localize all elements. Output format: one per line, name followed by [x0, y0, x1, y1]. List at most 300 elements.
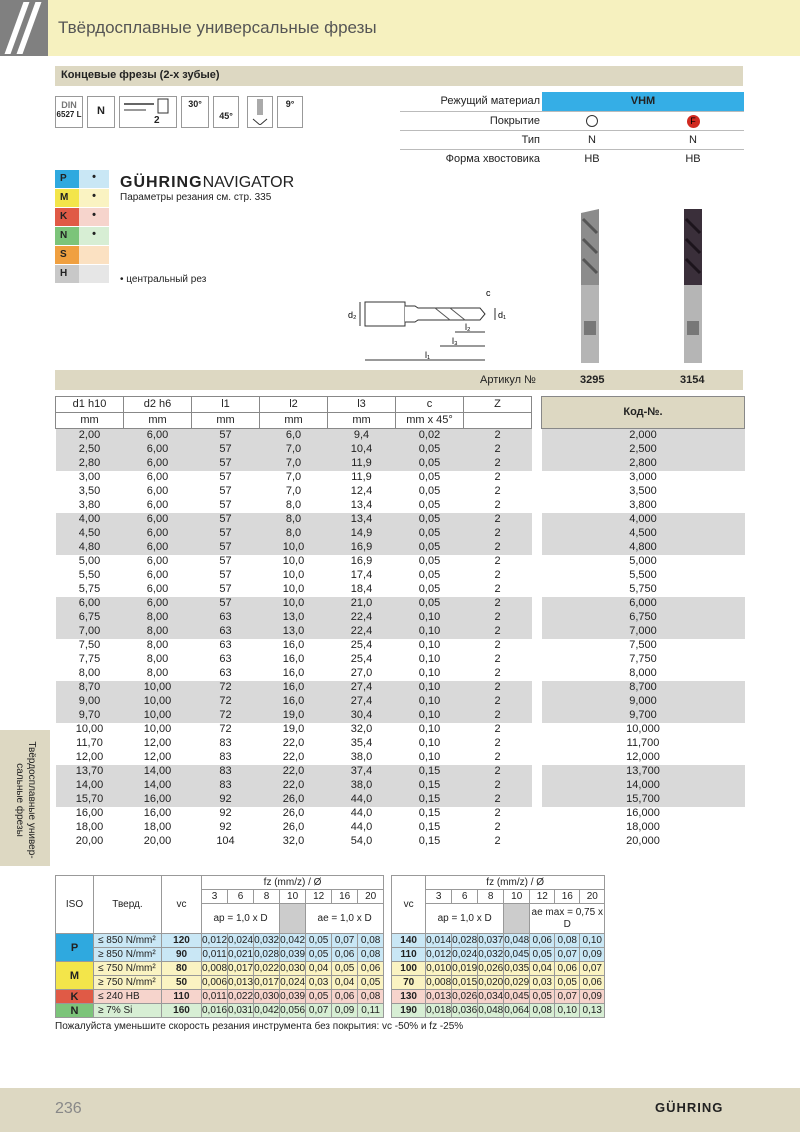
- table-cell: 0,15: [396, 821, 464, 835]
- table-cell: 7,0: [260, 471, 328, 485]
- fz-cell: 0,017: [254, 976, 280, 988]
- table-cell: 16,00: [56, 807, 124, 821]
- fz-cell: 0,05: [306, 990, 332, 1004]
- table-cell: 2: [464, 569, 532, 583]
- table-cell: 0,10: [396, 639, 464, 653]
- cutting-row: [56, 1004, 605, 1018]
- iso-cell: P: [56, 934, 94, 962]
- fz-cell: 0,05: [530, 948, 555, 962]
- table-cell: 5,00: [56, 555, 124, 569]
- table-cell: 57: [192, 527, 260, 541]
- diameter-cell: 8: [478, 890, 504, 904]
- hardness-cell: ≥ 750 N/mm²: [94, 976, 162, 990]
- code-cell: 7,750: [542, 653, 745, 667]
- table-cell: 0,15: [396, 765, 464, 779]
- fz-cell: 0,05: [530, 990, 555, 1004]
- cutting-row: [56, 976, 605, 990]
- fz-cell: 0,008: [202, 962, 228, 974]
- fz-cell: 0,029: [504, 976, 530, 988]
- table-cell: 6,00: [124, 513, 192, 527]
- central-cut-note: • центральный рез: [120, 274, 207, 285]
- table-cell: 13,4: [328, 499, 396, 513]
- table-cell: 16,9: [328, 541, 396, 555]
- cutting-data-table: [55, 875, 605, 1018]
- table-cell: 57: [192, 569, 260, 583]
- table-row: [56, 457, 745, 471]
- table-cell: 6,00: [124, 555, 192, 569]
- table-cell: 13,70: [56, 765, 124, 779]
- spacer-cell: [532, 835, 542, 849]
- table-cell: 57: [192, 513, 260, 527]
- table-cell: 57: [192, 583, 260, 597]
- table-cell: 83: [192, 779, 260, 793]
- table-cell: 2: [464, 583, 532, 597]
- spacer-cell: [384, 976, 392, 990]
- spacer-cell: [532, 667, 542, 681]
- code-cell: 9,700: [542, 709, 745, 723]
- tool-photo-uncoated: [575, 205, 605, 365]
- table-cell: 8,0: [260, 499, 328, 513]
- table-row: [56, 513, 745, 527]
- table-cell: 10,00: [124, 681, 192, 695]
- fz-cell: 0,04: [306, 962, 332, 976]
- table-cell: 5,75: [56, 583, 124, 597]
- table-cell: 6,00: [124, 527, 192, 541]
- table-cell: 10,00: [124, 709, 192, 723]
- fz-cell: 0,04: [332, 976, 358, 990]
- fz-cell: 0,020: [478, 976, 504, 988]
- fz-cell: 0,022: [228, 990, 254, 1002]
- table-cell: 72: [192, 709, 260, 723]
- table-cell: 0,10: [396, 611, 464, 625]
- table-cell: 63: [192, 667, 260, 681]
- l1-label: l₁: [425, 350, 431, 360]
- table-cell: 14,00: [124, 765, 192, 779]
- table-cell: 6,00: [124, 569, 192, 583]
- fz-cell: 0,056: [280, 1004, 306, 1016]
- hardness-cell: ≥ 7% Si: [94, 1004, 162, 1018]
- cutting-profile-icon: [120, 97, 176, 117]
- vc-cell: 160: [162, 1004, 202, 1018]
- fz-cell: 0,06: [555, 962, 580, 976]
- table-cell: 15,70: [56, 793, 124, 807]
- spacer-cell: [532, 457, 542, 471]
- table-cell: 4,50: [56, 527, 124, 541]
- fz-cell: 0,008: [426, 976, 452, 988]
- vc-header: vc: [162, 876, 202, 934]
- hardness-cell: ≤ 750 N/mm²: [94, 962, 162, 976]
- table-cell: 8,0: [260, 513, 328, 527]
- table-cell: 6,00: [56, 597, 124, 611]
- diameter-cell: 10: [504, 890, 530, 904]
- fz-cell: 0,039: [280, 948, 306, 960]
- code-cell: 14,000: [542, 779, 745, 793]
- vc-cell: 80: [162, 962, 202, 976]
- table-cell: 11,70: [56, 737, 124, 751]
- fz-cell: 0,019: [452, 962, 478, 974]
- code-cell: 20,000: [542, 835, 745, 849]
- table-cell: 22,4: [328, 611, 396, 625]
- iso-group-k: K •: [55, 208, 109, 226]
- table-cell: 0,05: [396, 457, 464, 471]
- table-cell: 2: [464, 751, 532, 765]
- code-cell: 3,500: [542, 485, 745, 499]
- fz-cell: 0,045: [504, 948, 530, 960]
- diameter-cell: 12: [530, 890, 555, 904]
- code-cell: 4,000: [542, 513, 745, 527]
- page-title: Твёрдосплавные универсальные фрезы: [58, 18, 377, 37]
- diameter-cell: 6: [228, 890, 254, 904]
- table-row: [56, 737, 745, 751]
- table-cell: 17,4: [328, 569, 396, 583]
- column-header: d2 h6: [124, 397, 192, 413]
- fz-cell: 0,028: [254, 948, 280, 960]
- table-cell: 2,00: [56, 429, 124, 443]
- table-cell: 2: [464, 779, 532, 793]
- fz-cell: 0,08: [358, 934, 384, 948]
- table-cell: 22,0: [260, 779, 328, 793]
- coating-note: Пожалуйста уменьшите скорость резания инструмента без покрытия: vc -50% и fz -25%: [55, 1021, 464, 1032]
- spacer-cell: [532, 807, 542, 821]
- fz-cell: 0,013: [426, 990, 452, 1002]
- unit-cell: mm: [124, 413, 192, 429]
- article-3154: 3154: [680, 374, 705, 386]
- table-cell: 63: [192, 653, 260, 667]
- table-cell: 7,0: [260, 457, 328, 471]
- ae-left: ae = 1,0 x D: [306, 904, 384, 934]
- din-icon: DIN 6527 L: [55, 96, 83, 128]
- table-cell: 12,00: [124, 737, 192, 751]
- spacer-cell: [532, 779, 542, 793]
- table-cell: 44,0: [328, 793, 396, 807]
- table-row: [56, 695, 745, 709]
- table-cell: 63: [192, 639, 260, 653]
- table-cell: 2: [464, 429, 532, 443]
- fz-cell: 0,05: [332, 962, 358, 976]
- fz-cell: 0,07: [580, 962, 605, 976]
- spacer-cell: [532, 709, 542, 723]
- diameter-cell: 20: [580, 890, 605, 904]
- spacer-cell: [384, 934, 392, 948]
- table-cell: 57: [192, 457, 260, 471]
- spacer-cell: [532, 583, 542, 597]
- fz-cell: 0,031: [228, 1004, 254, 1016]
- diameter-cell: 10: [280, 890, 306, 904]
- fz-cell: 0,006: [202, 976, 228, 988]
- table-cell: 22,0: [260, 765, 328, 779]
- table-cell: 72: [192, 723, 260, 737]
- table-cell: 7,00: [56, 625, 124, 639]
- table-cell: 10,0: [260, 569, 328, 583]
- ae-right: ae max = 0,75 x D: [530, 904, 605, 934]
- table-cell: 20,00: [56, 835, 124, 849]
- table-cell: 32,0: [328, 723, 396, 737]
- iso-group-m: M •: [55, 189, 109, 207]
- table-cell: 9,70: [56, 709, 124, 723]
- footer-brand: GÜHRING: [655, 1100, 724, 1115]
- spacer-cell: [532, 695, 542, 709]
- table-cell: 12,00: [56, 751, 124, 765]
- table-row: [56, 793, 745, 807]
- table-cell: 3,50: [56, 485, 124, 499]
- table-cell: 26,0: [260, 793, 328, 807]
- vc-header: vc: [392, 876, 426, 934]
- table-cell: 27,4: [328, 695, 396, 709]
- table-row: [56, 835, 745, 849]
- table-cell: 8,00: [124, 653, 192, 667]
- fz-cell: 0,030: [254, 990, 280, 1002]
- code-cell: 2,800: [542, 457, 745, 471]
- l2-label: l₂: [465, 322, 471, 332]
- table-cell: 16,00: [124, 807, 192, 821]
- table-cell: 2: [464, 639, 532, 653]
- table-cell: 25,4: [328, 639, 396, 653]
- cutting-row: [56, 962, 605, 976]
- fz-cell: 0,012: [202, 934, 228, 946]
- fz-cell: 0,048: [478, 1004, 504, 1016]
- spacer-cell: [532, 597, 542, 611]
- table-cell: 8,00: [124, 625, 192, 639]
- unit-cell: mm: [192, 413, 260, 429]
- table-cell: 57: [192, 429, 260, 443]
- table-cell: 92: [192, 793, 260, 807]
- table-cell: 2: [464, 513, 532, 527]
- table-cell: 0,05: [396, 471, 464, 485]
- column-header: l1: [192, 397, 260, 413]
- table-cell: 83: [192, 737, 260, 751]
- table-cell: 0,15: [396, 807, 464, 821]
- table-cell: 2: [464, 611, 532, 625]
- table-cell: 0,05: [396, 499, 464, 513]
- fz-cell: 0,09: [580, 990, 605, 1004]
- table-cell: 57: [192, 499, 260, 513]
- table-row: [56, 527, 745, 541]
- ap-left: ap = 1,0 x D: [202, 904, 280, 934]
- fz-cell: 0,07: [555, 948, 580, 962]
- table-cell: 0,15: [396, 793, 464, 807]
- table-cell: 9,4: [328, 429, 396, 443]
- spacer-cell: [532, 541, 542, 555]
- diameter-cell: 3: [426, 890, 452, 904]
- table-cell: 10,00: [124, 695, 192, 709]
- fz-cell: 0,03: [306, 976, 332, 990]
- type-n-icon: N: [87, 96, 115, 128]
- fz-cell: 0,06: [332, 948, 358, 962]
- spacer-cell: [532, 611, 542, 625]
- slot-icon: [280, 904, 306, 934]
- table-cell: 0,10: [396, 709, 464, 723]
- table-cell: 6,00: [124, 485, 192, 499]
- fz-cell: 0,06: [358, 962, 384, 976]
- table-cell: 25,4: [328, 653, 396, 667]
- table-cell: 14,00: [56, 779, 124, 793]
- table-cell: 2,80: [56, 457, 124, 471]
- table-cell: 72: [192, 695, 260, 709]
- cutting-row: [56, 990, 605, 1004]
- column-header: c: [396, 397, 464, 413]
- d2-label: d₂: [348, 310, 357, 320]
- tool-dimension-drawing: [340, 284, 510, 364]
- fz-cell: 0,024: [228, 934, 254, 946]
- table-cell: 7,75: [56, 653, 124, 667]
- diameter-cell: 16: [332, 890, 358, 904]
- hardness-cell: ≥ 850 N/mm²: [94, 948, 162, 962]
- table-row: [56, 681, 745, 695]
- flutes-icon: 2: [119, 96, 177, 128]
- vc-cell: 70: [392, 976, 426, 990]
- table-cell: 2: [464, 667, 532, 681]
- fz-cell: 0,048: [504, 934, 530, 946]
- spacer-cell: [532, 639, 542, 653]
- iso-group-n: N •: [55, 227, 109, 245]
- table-cell: 0,10: [396, 653, 464, 667]
- side-tab: Твёрдосплавные универ- сальные фрезы: [0, 730, 50, 866]
- table-cell: 19,0: [260, 723, 328, 737]
- vc-cell: 110: [392, 948, 426, 962]
- table-row: [56, 709, 745, 723]
- table-row: [56, 807, 745, 821]
- ap-right: ap = 1,0 x D: [426, 904, 504, 934]
- table-cell: 35,4: [328, 737, 396, 751]
- table-cell: 19,0: [260, 709, 328, 723]
- navigator-logo: GÜHRINGNAVIGATOR: [120, 174, 295, 191]
- table-row: [56, 471, 745, 485]
- iso-cell: K: [56, 990, 94, 1004]
- l3-label: l₃: [452, 336, 458, 346]
- table-cell: 16,0: [260, 681, 328, 695]
- table-row: [56, 541, 745, 555]
- spacer-cell: [532, 413, 542, 429]
- table-cell: 7,0: [260, 485, 328, 499]
- spacer-cell: [532, 653, 542, 667]
- column-header: l2: [260, 397, 328, 413]
- code-cell: 5,000: [542, 555, 745, 569]
- table-cell: 10,0: [260, 555, 328, 569]
- table-cell: 5,50: [56, 569, 124, 583]
- fz-cell: 0,07: [306, 1004, 332, 1018]
- table-row: [56, 653, 745, 667]
- dimensions-table: [55, 396, 745, 849]
- fz-cell: 0,012: [426, 948, 452, 960]
- header-bar: [0, 0, 800, 56]
- diameter-cell: 3: [202, 890, 228, 904]
- table-cell: 8,00: [56, 667, 124, 681]
- spacer-cell: [532, 625, 542, 639]
- cutting-row: [56, 948, 605, 962]
- column-header: l3: [328, 397, 396, 413]
- table-cell: 8,00: [124, 639, 192, 653]
- fz-cell: 0,05: [555, 976, 580, 990]
- code-cell: 6,000: [542, 597, 745, 611]
- fz-cell: 0,016: [202, 1004, 228, 1016]
- code-cell: 13,700: [542, 765, 745, 779]
- spacer-cell: [532, 821, 542, 835]
- table-cell: 57: [192, 555, 260, 569]
- table-cell: 37,4: [328, 765, 396, 779]
- table-cell: 0,05: [396, 569, 464, 583]
- iso-cell: N: [56, 1004, 94, 1018]
- hardness-header: Тверд.: [94, 876, 162, 934]
- table-cell: 16,0: [260, 695, 328, 709]
- table-cell: 57: [192, 597, 260, 611]
- code-cell: 16,000: [542, 807, 745, 821]
- table-cell: 2: [464, 471, 532, 485]
- table-cell: 2: [464, 709, 532, 723]
- table-row: [56, 639, 745, 653]
- table-cell: 83: [192, 751, 260, 765]
- spacer-cell: [384, 1004, 392, 1018]
- table-cell: 18,00: [56, 821, 124, 835]
- table-cell: 2: [464, 653, 532, 667]
- spacer-cell: [532, 499, 542, 513]
- article-label: Артикул №: [480, 374, 536, 386]
- iso-group-p: P •: [55, 170, 109, 188]
- diameter-cell: 12: [306, 890, 332, 904]
- table-cell: 16,0: [260, 639, 328, 653]
- table-cell: 27,0: [328, 667, 396, 681]
- spacer-cell: [532, 527, 542, 541]
- table-cell: 3,00: [56, 471, 124, 485]
- fz-cell: 0,021: [228, 948, 254, 960]
- table-cell: 63: [192, 625, 260, 639]
- fz-cell: 0,024: [280, 976, 306, 988]
- spacer-cell: [384, 890, 392, 904]
- fz-cell: 0,022: [254, 962, 280, 974]
- section-title: Концевые фрезы (2-х зубые): [61, 69, 220, 81]
- vc-cell: 120: [162, 934, 202, 948]
- table-cell: 16,0: [260, 653, 328, 667]
- fz-cell: 0,10: [555, 1004, 580, 1018]
- table-cell: 13,0: [260, 611, 328, 625]
- spacer-cell: [532, 723, 542, 737]
- table-cell: 6,00: [124, 471, 192, 485]
- code-cell: 2,000: [542, 429, 745, 443]
- hardness-cell: ≤ 240 HB: [94, 990, 162, 1004]
- vc-cell: 110: [162, 990, 202, 1004]
- code-cell: 5,500: [542, 569, 745, 583]
- table-cell: 3,80: [56, 499, 124, 513]
- code-cell: 15,700: [542, 793, 745, 807]
- column-header: Z: [464, 397, 532, 413]
- table-cell: 8,70: [56, 681, 124, 695]
- vc-cell: 130: [392, 990, 426, 1004]
- table-cell: 2: [464, 835, 532, 849]
- table-cell: 8,00: [124, 667, 192, 681]
- table-cell: 57: [192, 485, 260, 499]
- fz-cell: 0,05: [306, 934, 332, 948]
- table-cell: 6,00: [124, 429, 192, 443]
- table-cell: 92: [192, 821, 260, 835]
- table-cell: 92: [192, 807, 260, 821]
- fz-cell: 0,13: [580, 1004, 605, 1018]
- spacer-cell: [532, 737, 542, 751]
- fz-cell: 0,018: [426, 1004, 452, 1016]
- chamfer-angle-icon: 45°: [213, 96, 239, 128]
- table-cell: 13,4: [328, 513, 396, 527]
- table-cell: 14,9: [328, 527, 396, 541]
- table-cell: 0,15: [396, 779, 464, 793]
- table-cell: 0,05: [396, 583, 464, 597]
- prop-row-coating: Покрытие F: [400, 111, 744, 130]
- fz-cell: 0,08: [555, 934, 580, 948]
- uncoated-circle-icon: [586, 115, 598, 127]
- c-label: c: [486, 288, 491, 298]
- table-cell: 13,0: [260, 625, 328, 639]
- table-cell: 2: [464, 443, 532, 457]
- table-row: [56, 667, 745, 681]
- table-cell: 0,05: [396, 513, 464, 527]
- fz-cell: 0,07: [555, 990, 580, 1004]
